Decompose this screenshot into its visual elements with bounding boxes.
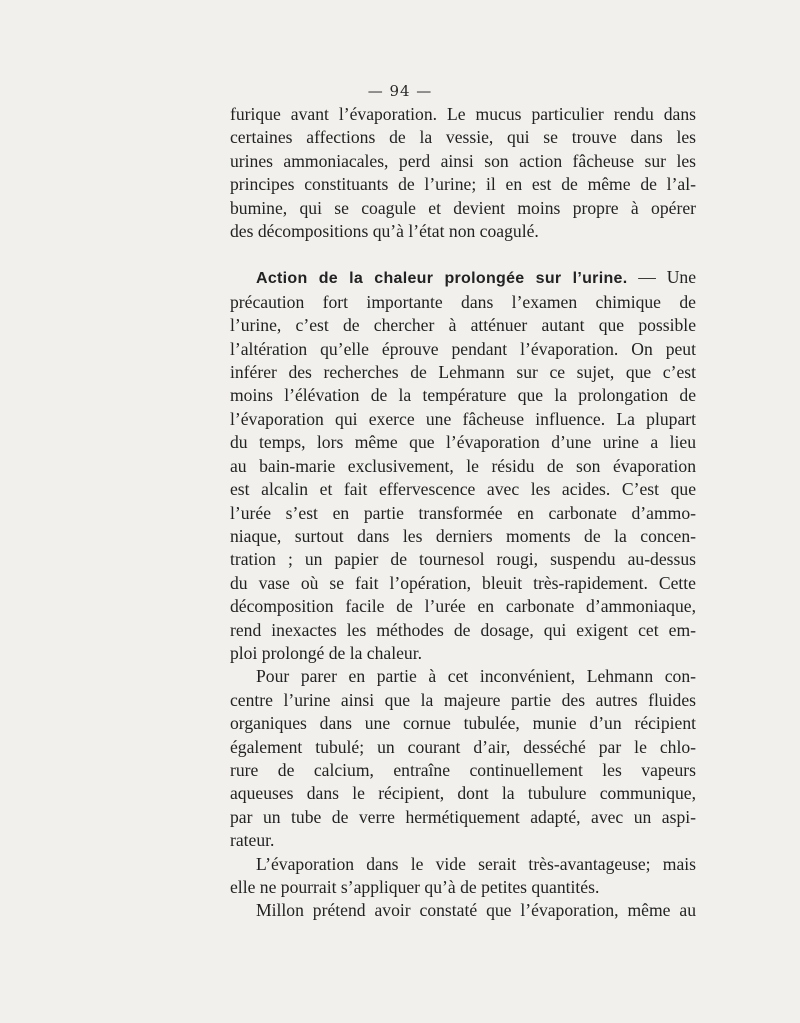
text-line: principes constituants de l’urine; il en est de même de l’al- [230, 174, 696, 195]
text-line: décomposition facile de l’urée en carbonate d’ammoniaque, [230, 596, 696, 617]
text-line: inférer des recherches de Lehmann sur ce sujet, que c’est [230, 362, 696, 383]
text-line: précaution fort importante dans l’examen chimique de [230, 291, 696, 312]
text-line: ploi prolongé de la chaleur. [230, 642, 423, 663]
text-line: aqueuses dans le récipient, dont la tubulure communique, [230, 783, 696, 804]
text-line: des décompositions qu’à l’état non coagulé. [230, 221, 539, 242]
section-heading-line [230, 266, 696, 290]
text-line: tration ; un papier de tournesol rougi, suspendu au-dessus [230, 549, 696, 570]
text-line: l’urée s’est en partie transformée en carbonate d’ammo- [230, 502, 696, 523]
text-line: du vase où se fait l’opération, bleuit très-rapidement. Cette [230, 572, 696, 593]
text-line: du temps, lors même que l’évaporation d’une urine a lieu [230, 432, 696, 453]
paragraph-gap [230, 243, 696, 266]
text-line: elle ne pourrait s’appliquer qu’à de petites quantités. [230, 877, 600, 897]
text-line: par un tube de verre hermétiquement adapté, avec un aspi- [230, 806, 696, 827]
text-line: — Une [627, 267, 697, 288]
text-line: bumine, qui se coagule et devient moins propre à opérer [230, 197, 696, 218]
text-line: niaque, surtout dans les derniers moments de la concen- [230, 525, 696, 546]
section-heading: Action de la chaleur prolongée sur l’urine. [256, 270, 628, 288]
text-line: moins l’élévation de la température que la prolongation de [230, 385, 696, 406]
text-line: L’évaporation dans le vide serait très-avantageuse; mais [256, 853, 696, 874]
text-line: l’altération qu’elle éprouve pendant l’évaporation. On peut [230, 338, 696, 359]
body-text [230, 103, 696, 923]
text-line: au bain-marie exclusivement, le résidu de son évaporation [230, 455, 696, 476]
text-line: Millon prétend avoir constaté que l’évaporation, même au [256, 900, 696, 921]
text-line: rateur. [230, 830, 275, 851]
text-line: l’urine, c’est de chercher à atténuer autant que possible [230, 315, 696, 336]
text-line: l’évaporation qui exerce une fâcheuse influence. La plupart [230, 408, 696, 429]
text-line: certaines affections de la vessie, qui se trouve dans les [230, 127, 696, 148]
text-line: rure de calcium, entraîne continuellement les vapeurs [230, 759, 696, 780]
text-line: centre l’urine ainsi que la majeure partie des autres fluides [230, 689, 696, 710]
text-line: Pour parer en partie à cet inconvénient, Lehmann con- [256, 666, 696, 687]
text-line: rend inexactes les méthodes de dosage, qui exigent cet em- [230, 619, 696, 640]
page-number: — 94 — [367, 82, 433, 100]
text-line: est alcalin et fait effervescence avec les acides. C’est que [230, 479, 696, 500]
text-line: urines ammoniacales, perd ainsi son action fâcheuse sur les [230, 150, 696, 171]
text-line: furique avant l’évaporation. Le mucus particulier rendu dans [230, 104, 696, 124]
text-line: organiques dans une cornue tubulée, munie d’un récipient [230, 713, 696, 734]
text-line: également tubulé; un courant d’air, desséché par le chlo- [230, 736, 696, 757]
